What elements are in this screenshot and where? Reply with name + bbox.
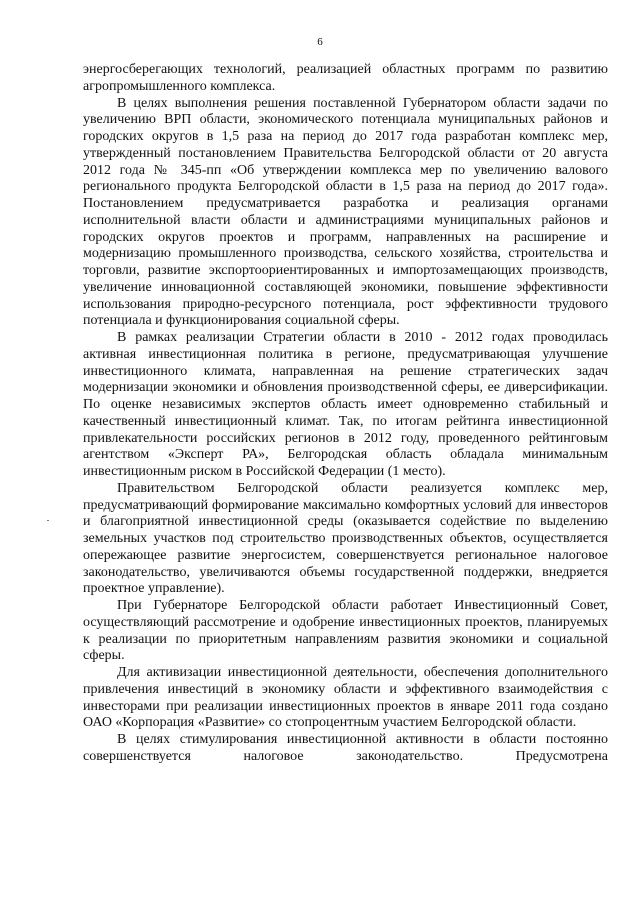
page-number: 6 <box>317 36 323 48</box>
document-body <box>83 62 608 766</box>
paragraph-4: Правительством Белгородской области реализуется комплекс мер, предусматривающий формирование максимально комфортных условий для инвесторов и благоприятной инвестиционной среды (оказывается содействие по выделению земельных участков под строительство производственных объектов, осуществляется опережающее развитие энергосистем, совершенствуется региональное налоговое законодательство, увеличиваются объемы государственной поддержки, внедряется проектное управление). <box>83 480 608 597</box>
paragraph-2: В целях выполнения решения поставленной Губернатором области задачи по увеличению ВРП области, экономического потенциала муниципальных районов и городских округов в 1,5 раза на период до 2017 года разработан комплекс мер, утвержденный постановлением Правительства Белгородской области от 20 августа 2012 года № 345-пп «Об утверждении комплекса мер по увеличению валового регионального продукта Белгородской области в 1,5 раза на период до 2017 года». Постановлением предусматривается разработка и реализация органами исполнительной власти области и администрациями муниципальных районов и городских округов проектов и программ, направленных на расширение и модернизацию промышленного производства, сельского хозяйства, строительства и торговли, развитие экспортоориентированных и импортозамещающих производств, увеличение инновационной составляющей экономики, повышение эффективности использования природно-ресурсного потенциала, рост эффективности трудового потенциала и функционирования социальной сферы. <box>83 95 608 329</box>
paragraph-7: В целях стимулирования инвестиционной активности в области постоянно совершенствуется налоговое законодательство. Предусмотрена <box>83 732 608 764</box>
paragraph-3: В рамках реализации Стратегии области в 2010 - 2012 годах проводилась активная инвестиционная политика в регионе, предусматривающая улучшение инвестиционного климата, направленная на решение стратегических задач модернизации экономики и обновления производственной сферы, ее диверсификации. По оценке независимых экспертов область имеет одновременно стабильный и качественный инвестиционный климат. Так, по итогам рейтинга инвестиционной привлекательности российских регионов в 2012 году, проведенного рейтинговым агентством «Эксперт РА», Белгородская область обладала минимальным инвестиционным риском в Российской Федерации (1 место). <box>83 330 608 479</box>
paragraph-5: При Губернаторе Белгородской области работает Инвестиционный Совет, осуществляющий рассмотрение и одобрение инвестиционных проектов, планируемых к реализации по приоритетным направлениям развития экономики и социальной сферы. <box>83 598 608 664</box>
margin-mark <box>47 520 49 521</box>
paragraph-6: Для активизации инвестиционной деятельности, обеспечения дополнительного привлечения инвестиций в экономику области и эффективного взаимодействия с инвесторами при реализации инвестиционных проектов в январе 2011 года создано ОАО «Корпорация «Развитие» со стопроцентным участием Белгородской области. <box>83 665 608 731</box>
paragraph-1: энергосберегающих технологий, реализацией областных программ по развитию агропромышленного комплекса. <box>83 62 608 94</box>
